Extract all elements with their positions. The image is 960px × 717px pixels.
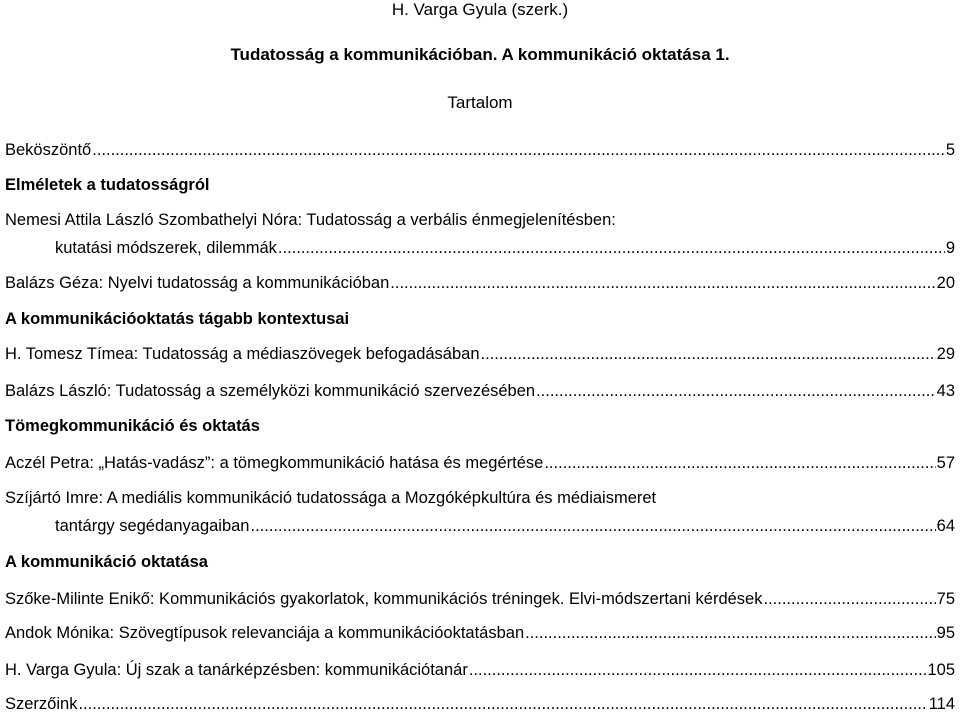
toc-entry-title: Balázs László: Tudatosság a személyközi kommunikáció szervezésében (5, 382, 536, 400)
toc-entry-page: 29 (936, 345, 955, 363)
toc-entry-title: Szerzőink (5, 695, 78, 713)
dot-leader (251, 517, 936, 536)
toc-entry-page: 43 (936, 382, 955, 400)
toc-section-heading: Tömegkommunikáció és oktatás (5, 417, 260, 435)
toc-entry-line: Nemesi Attila László Szombathelyi Nóra: Tudatosság a verbális énmegjelenítésben: (5, 211, 616, 229)
toc-entry-title: Beköszöntő (5, 141, 92, 159)
toc-entry[interactable] (5, 239, 955, 258)
toc-entry[interactable] (5, 624, 955, 643)
toc-entry-page: 57 (936, 454, 955, 472)
toc-section-heading: A kommunikáció oktatása (5, 553, 208, 571)
toc-entry[interactable] (5, 695, 955, 714)
toc-entry-page: 64 (936, 517, 955, 535)
toc-entry-page: 5 (945, 141, 955, 159)
toc-entry-title: Szőke-Milinte Enikő: Kommunikációs gyakorlatok, kommunikációs tréningek. Elvi-módszertani kérdések (5, 590, 763, 608)
toc-entry[interactable] (5, 345, 955, 364)
dot-leader (278, 239, 945, 258)
book-editor: H. Varga Gyula (szerk.) (391, 0, 569, 19)
toc-entry-page: 105 (927, 661, 955, 679)
dot-leader (536, 382, 936, 401)
toc-entry[interactable] (5, 517, 955, 536)
toc-entry[interactable] (5, 274, 955, 293)
book-title: Tudatosság a kommunikációban. A kommunikáció oktatása 1. (230, 45, 730, 64)
toc-entry[interactable] (5, 661, 955, 680)
dot-leader (92, 141, 945, 160)
dot-leader (469, 661, 927, 680)
toc-entry-page: 95 (936, 624, 955, 642)
toc-entry-title: Balázs Géza: Nyelvi tudatosság a kommunikációban (5, 274, 390, 292)
toc-entry-title: tantárgy segédanyagaiban (55, 517, 250, 535)
toc-entry-title: Aczél Petra: „Hatás-vadász”: a tömegkommunikáció hatása és megértése (5, 454, 544, 472)
toc-entry-page: 9 (945, 239, 955, 257)
toc-section-heading: Elméletek a tudatosságról (5, 176, 210, 194)
toc-entry-page: 20 (936, 274, 955, 292)
dot-leader (763, 590, 935, 609)
toc-entry-title: H. Varga Gyula: Új szak a tanárképzésben: kommunikációtanár (5, 661, 468, 679)
toc-section-heading: A kommunikációoktatás tágabb kontextusai (5, 310, 350, 328)
toc-entry[interactable] (5, 454, 955, 473)
toc-entry[interactable] (5, 382, 955, 401)
toc-entry-title: kutatási módszerek, dilemmák (55, 239, 277, 257)
toc-entry-page: 114 (928, 695, 955, 713)
dot-leader (544, 454, 935, 473)
dot-leader (390, 274, 935, 293)
toc-entry-title: Andok Mónika: Szövegtípusok relevanciája a kommunikációoktatásban (5, 624, 525, 642)
toc-entry-line: Szíjártó Imre: A mediális kommunikáció tudatossága a Mozgóképkultúra és médiaismeret (5, 489, 657, 507)
toc-entry[interactable] (5, 141, 955, 160)
toc-entry[interactable] (5, 590, 955, 609)
toc-entry-page: 75 (936, 590, 955, 608)
toc-heading: Tartalom (447, 93, 513, 112)
dot-leader (525, 624, 936, 643)
dot-leader (78, 695, 927, 714)
dot-leader (481, 345, 936, 364)
toc-entry-title: H. Tomesz Tímea: Tudatosság a médiaszövegek befogadásában (5, 345, 480, 363)
